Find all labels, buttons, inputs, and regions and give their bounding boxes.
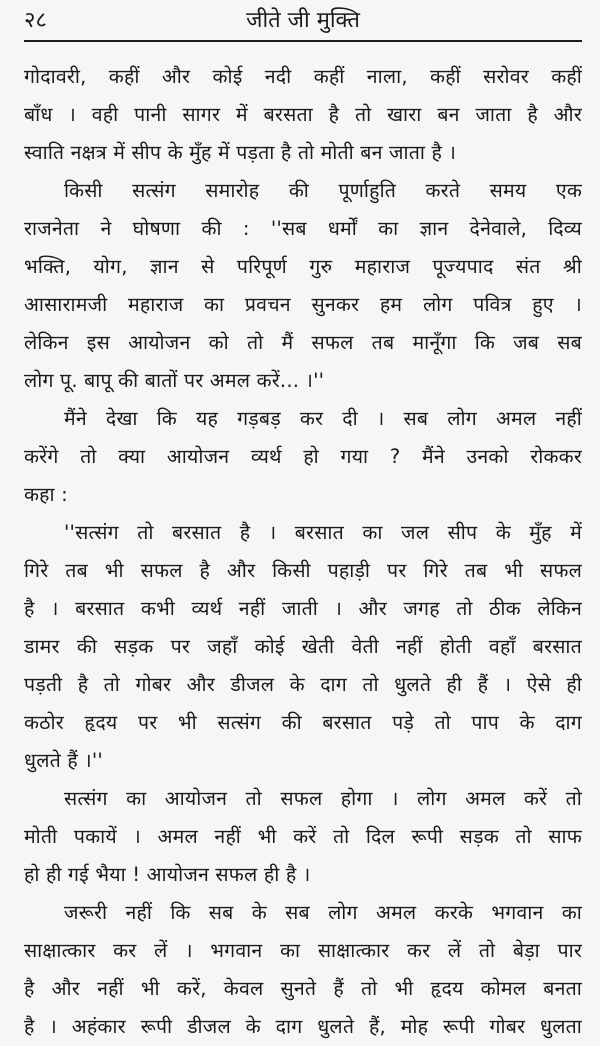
text-line: बाँध । वही पानी सागर में बरसता है तो खारा बन जाता है और (24, 103, 582, 126)
text-line: गिरे तब भी सफल है और किसी पहाड़ी पर गिरे तब भी सफल (24, 559, 582, 582)
text-line: राजनेता ने घोषणा की : ''सब धर्मों का ज्ञान देनेवाले, दिव्य (24, 217, 582, 240)
body-text (24, 58, 582, 1046)
text-line: पड़ती है तो गोबर और डीजल के दाग तो धुलते ही हैं । ऐसे ही (24, 673, 582, 696)
text-line: साक्षात्कार कर लें । भगवान का साक्षात्कार कर लें तो बेड़ा पार (24, 939, 582, 962)
text-line: लेकिन इस आयोजन को तो मैं सफल तब मानूँगा कि जब सब (24, 331, 582, 354)
text-line: करेंगे तो क्या आयोजन व्यर्थ हो गया ? मैंने उनको रोककर (24, 445, 582, 468)
text-line: मोती पकायें । अमल नहीं भी करें तो दिल रूपी सड़क तो साफ (24, 825, 582, 848)
text-line: जरूरी नहीं कि सब के सब लोग अमल करके भगवान का (64, 901, 582, 924)
text-line: हो ही गई भैया ! आयोजन सफल ही है । (24, 863, 311, 886)
text-line: आसारामजी महाराज का प्रवचन सुनकर हम लोग पवित्र हुए । (24, 293, 582, 316)
text-line: कहा : (24, 483, 68, 506)
text-line: है । बरसात कभी व्यर्थ नहीं जाती । और जगह तो ठीक लेकिन (24, 597, 582, 620)
text-line: है और नहीं भी करें, केवल सुनते हैं तो भी हृदय कोमल बनता (24, 977, 582, 1000)
text-line: स्वाति नक्षत्र में सीप के मुँह में पड़ता है तो मोती बन जाता है । (24, 141, 457, 164)
text-line: भक्ति, योग, ज्ञान से परिपूर्ण गुरु महाराज पूज्यपाद संत श्री (24, 255, 582, 278)
text-line: मैंने देखा कि यह गड़बड़ कर दी । सब लोग अमल नहीं (64, 407, 582, 430)
text-line: सत्संग का आयोजन तो सफल होगा । लोग अमल करें तो (64, 787, 582, 810)
page-header (24, 0, 582, 42)
text-line: धुलते हैं ।'' (24, 749, 103, 772)
text-line: किसी सत्संग समारोह की पूर्णाहुति करते समय एक (64, 179, 582, 202)
text-line: ''सत्संग तो बरसात है । बरसात का जल सीप के मुँह में (64, 521, 582, 544)
running-title: जीते जी मुक्ति (246, 8, 360, 33)
text-line: लोग पू. बापू की बातों पर अमल करें... ।'' (24, 369, 325, 392)
text-line: डामर की सड़क पर जहाँ कोई खेती वेती नहीं होती वहाँ बरसात (24, 635, 582, 658)
text-line: है । अहंकार रूपी डीजल के दाग धुलते हैं, मोह रूपी गोबर धुलता (24, 1015, 582, 1038)
page-number: २८ (24, 8, 47, 33)
text-line: कठोर हृदय पर भी सत्संग की बरसात पड़े तो पाप के दाग (24, 711, 582, 734)
text-line: गोदावरी, कहीं और कोई नदी कहीं नाला, कहीं सरोवर कहीं (24, 65, 582, 88)
